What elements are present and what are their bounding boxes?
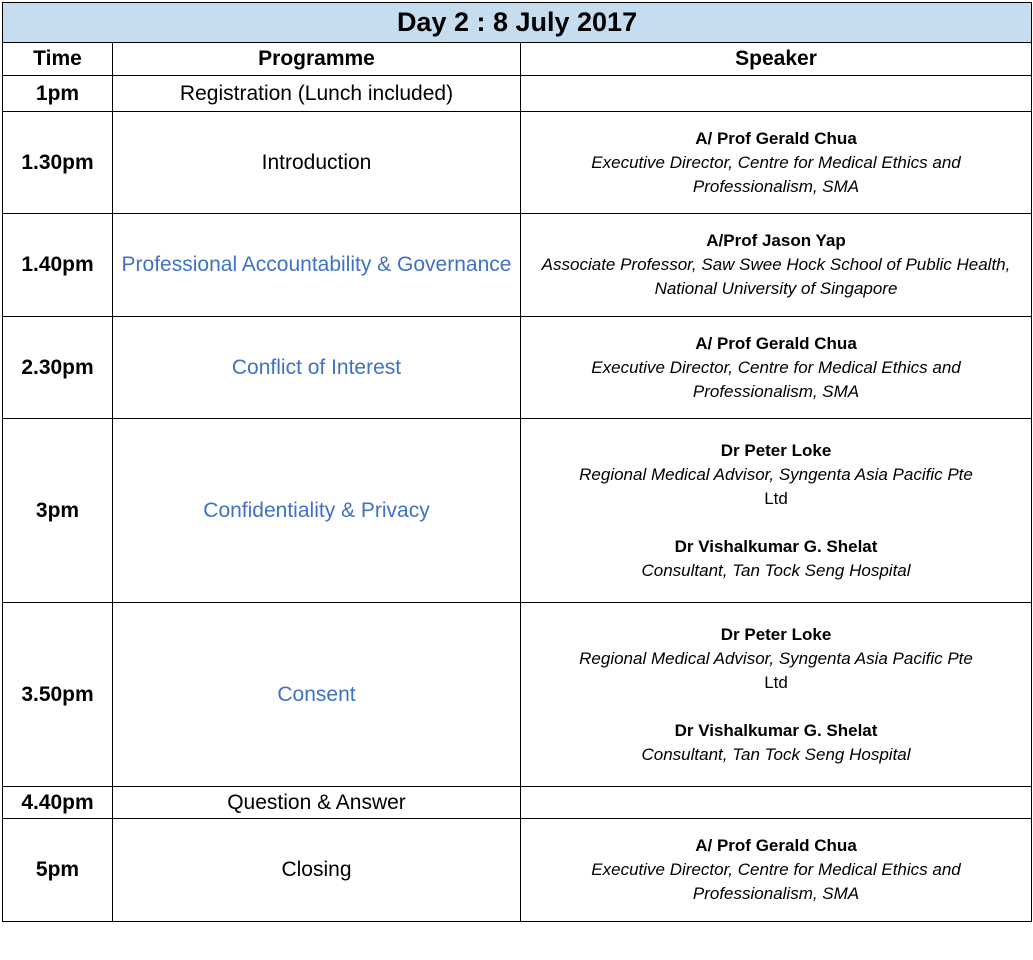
table-title: Day 2 : 8 July 2017 bbox=[3, 3, 1032, 43]
programme-column-header: Programme bbox=[113, 43, 521, 76]
speaker-name: A/Prof Jason Yap bbox=[706, 231, 846, 250]
speaker-cell bbox=[521, 419, 1032, 603]
programme-cell: Question & Answer bbox=[113, 787, 521, 819]
speaker-name: A/ Prof Gerald Chua bbox=[695, 836, 857, 855]
time-cell: 2.30pm bbox=[3, 317, 113, 419]
table-row bbox=[3, 603, 1032, 787]
table-row bbox=[3, 317, 1032, 419]
programme-link[interactable]: Professional Accountability & Governance bbox=[113, 214, 521, 317]
speaker-name: A/ Prof Gerald Chua bbox=[695, 128, 857, 148]
speaker-cell bbox=[521, 112, 1032, 214]
speaker-role: Executive Director, Centre for Medical Ethics and Professionalism, SMA bbox=[591, 860, 961, 903]
title-row bbox=[3, 3, 1032, 43]
header-row bbox=[3, 43, 1032, 76]
time-cell: 1pm bbox=[3, 76, 113, 112]
speaker-role: Executive Director, Centre for Medical Ethics and Professionalism, SMA bbox=[591, 357, 961, 401]
speaker-role: Consultant, Tan Tock Seng Hospital bbox=[641, 560, 911, 580]
table-row bbox=[3, 787, 1032, 819]
speaker-gap bbox=[527, 695, 1025, 719]
speaker-name: A/ Prof Gerald Chua bbox=[695, 333, 857, 353]
time-cell: 5pm bbox=[3, 819, 113, 922]
speaker-cell bbox=[521, 76, 1032, 112]
programme-cell: Registration (Lunch included) bbox=[113, 76, 521, 112]
speaker-role: Consultant, Tan Tock Seng Hospital bbox=[641, 744, 911, 764]
speaker-name: Dr Peter Loke bbox=[720, 624, 832, 644]
speaker-column-header: Speaker bbox=[521, 43, 1032, 76]
speaker-gap bbox=[527, 511, 1025, 535]
speaker-cell bbox=[521, 214, 1032, 317]
speaker-cell bbox=[521, 317, 1032, 419]
speaker-role: Executive Director, Centre for Medical Ethics and Professionalism, SMA bbox=[591, 152, 961, 196]
table-row bbox=[3, 76, 1032, 112]
time-cell: 3pm bbox=[3, 419, 113, 603]
speaker-name: Dr Vishalkumar G. Shelat bbox=[674, 720, 878, 740]
time-column-header: Time bbox=[3, 43, 113, 76]
table-row bbox=[3, 214, 1032, 317]
schedule-table bbox=[2, 2, 1032, 922]
programme-cell: Introduction bbox=[113, 112, 521, 214]
speaker-role-suffix: Ltd bbox=[764, 488, 788, 508]
table-row bbox=[3, 419, 1032, 603]
time-cell: 1.40pm bbox=[3, 214, 113, 317]
speaker-name: Dr Vishalkumar G. Shelat bbox=[674, 536, 878, 556]
programme-link[interactable]: Consent bbox=[113, 603, 521, 787]
table-row bbox=[3, 819, 1032, 922]
speaker-role: Regional Medical Advisor, Syngenta Asia Pacific Pte bbox=[579, 648, 973, 668]
speaker-cell bbox=[521, 787, 1032, 819]
time-cell: 4.40pm bbox=[3, 787, 113, 819]
programme-cell: Closing bbox=[113, 819, 521, 922]
speaker-role: Regional Medical Advisor, Syngenta Asia Pacific Pte bbox=[579, 464, 973, 484]
speaker-name: Dr Peter Loke bbox=[720, 440, 832, 460]
programme-link[interactable]: Confidentiality & Privacy bbox=[113, 419, 521, 603]
speaker-role-suffix: Ltd bbox=[764, 672, 788, 692]
speaker-role: Associate Professor, Saw Swee Hock School of Public Health, National University of Singapore bbox=[541, 255, 1011, 298]
time-cell: 3.50pm bbox=[3, 603, 113, 787]
table-row bbox=[3, 112, 1032, 214]
speaker-cell bbox=[521, 819, 1032, 922]
speaker-cell bbox=[521, 603, 1032, 787]
programme-link[interactable]: Conflict of Interest bbox=[113, 317, 521, 419]
time-cell: 1.30pm bbox=[3, 112, 113, 214]
